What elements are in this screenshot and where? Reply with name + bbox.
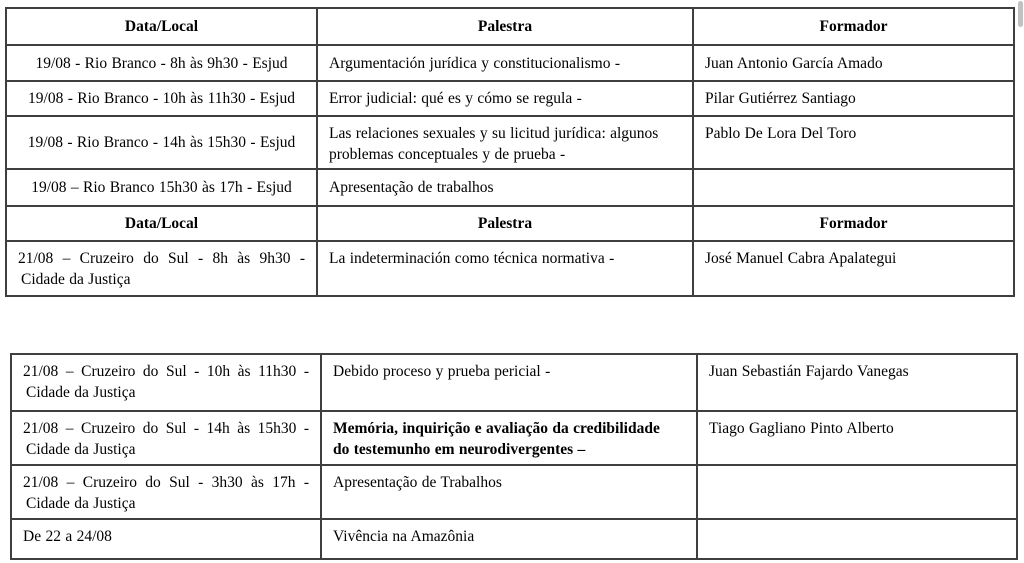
palestra-line-2: problemas conceptuales y de prueba - bbox=[329, 146, 566, 163]
data-local-cell bbox=[6, 241, 317, 296]
header-cell-data-local: Data/Local bbox=[6, 8, 317, 45]
header-cell-data-local: Data/Local bbox=[6, 206, 317, 241]
table-row bbox=[6, 241, 1014, 296]
formador-cell: José Manuel Cabra Apalategui bbox=[693, 241, 1014, 296]
data-local-cell: De 22 a 24/08 bbox=[11, 519, 321, 559]
data-local-cell: 19/08 – Rio Branco 15h30 às 17h - Esjud bbox=[6, 169, 317, 206]
palestra-cell: Debido proceso y prueba pericial - bbox=[321, 354, 697, 411]
header-cell-palestra: Palestra bbox=[317, 8, 693, 45]
data-local-cell: 19/08 - Rio Branco - 8h às 9h30 - Esjud bbox=[6, 45, 317, 81]
data-local-line-1: 21/08 – Cruzeiro do Sul - 3h30 às 17h - bbox=[23, 474, 309, 491]
table-row bbox=[11, 519, 1017, 559]
data-local-cell: 19/08 - Rio Branco - 14h às 15h30 - Esjud bbox=[6, 116, 317, 169]
formador-cell: Pablo De Lora Del Toro bbox=[693, 116, 1014, 169]
palestra-cell-bold bbox=[321, 411, 697, 465]
data-local-line-1: 21/08 – Cruzeiro do Sul - 14h às 15h30 - bbox=[23, 420, 309, 437]
palestra-line-2: do testemunho em neurodivergentes – bbox=[333, 441, 586, 458]
palestra-line-1: Memória, inquirição e avaliação da credibilidade bbox=[333, 420, 660, 437]
table-row bbox=[11, 465, 1017, 519]
table-header-row-2 bbox=[6, 206, 1014, 241]
formador-cell: Tiago Gagliano Pinto Alberto bbox=[697, 411, 1017, 465]
palestra-cell: La indeterminación como técnica normativa - bbox=[317, 241, 693, 296]
formador-cell bbox=[697, 465, 1017, 519]
data-local-cell: 19/08 - Rio Branco - 10h às 11h30 - Esjud bbox=[6, 81, 317, 116]
formador-cell: Juan Sebastián Fajardo Vanegas bbox=[697, 354, 1017, 411]
vertical-scrollbar-thumb[interactable] bbox=[1018, 1, 1023, 27]
palestra-line-1: Las relaciones sexuales y su licitud jurídica: algunos bbox=[329, 125, 659, 142]
data-local-line-1: 21/08 – Cruzeiro do Sul - 8h às 9h30 - bbox=[18, 250, 305, 267]
formador-cell bbox=[693, 169, 1014, 206]
data-local-cell bbox=[11, 411, 321, 465]
palestra-cell: Error judicial: qué es y cómo se regula - bbox=[317, 81, 693, 116]
data-local-line-2: Cidade da Justiça bbox=[26, 384, 136, 401]
formador-cell bbox=[697, 519, 1017, 559]
table-row bbox=[11, 354, 1017, 411]
data-local-line-1: 21/08 – Cruzeiro do Sul - 10h às 11h30 - bbox=[23, 363, 309, 380]
data-local-line-2: Cidade da Justiça bbox=[26, 441, 136, 458]
header-cell-formador: Formador bbox=[693, 8, 1014, 45]
schedule-table-1 bbox=[5, 7, 1015, 297]
palestra-cell: Argumentación jurídica y constitucionalismo - bbox=[317, 45, 693, 81]
table-header-row bbox=[6, 8, 1014, 45]
palestra-cell: Vivência na Amazônia bbox=[321, 519, 697, 559]
data-local-line-2: Cidade da Justiça bbox=[26, 495, 136, 512]
table-row bbox=[11, 411, 1017, 465]
formador-cell: Juan Antonio García Amado bbox=[693, 45, 1014, 81]
data-local-cell bbox=[11, 465, 321, 519]
header-cell-formador: Formador bbox=[693, 206, 1014, 241]
schedule-table-2 bbox=[10, 353, 1018, 560]
table-row bbox=[6, 169, 1014, 206]
header-cell-palestra: Palestra bbox=[317, 206, 693, 241]
palestra-cell: Apresentação de Trabalhos bbox=[321, 465, 697, 519]
data-local-cell bbox=[11, 354, 321, 411]
table-row bbox=[6, 45, 1014, 81]
palestra-cell bbox=[317, 116, 693, 169]
palestra-cell: Apresentação de trabalhos bbox=[317, 169, 693, 206]
table-row bbox=[6, 116, 1014, 169]
formador-cell: Pilar Gutiérrez Santiago bbox=[693, 81, 1014, 116]
table-row bbox=[6, 81, 1014, 116]
data-local-line-2: Cidade da Justiça bbox=[21, 271, 131, 288]
schedule-table-2-wrap bbox=[10, 353, 1018, 560]
schedule-table-1-wrap bbox=[5, 7, 1015, 297]
